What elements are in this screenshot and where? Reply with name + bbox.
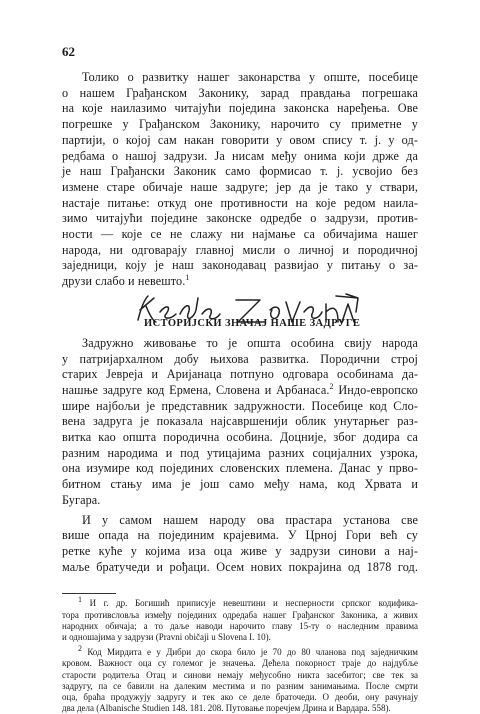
footnote-2-line: задругу, па се бавили на далеким местима и по разним занимањима. После смрти <box>62 680 418 691</box>
paragraph-2-line-with-note <box>62 383 418 399</box>
footnote-reference-1[interactable]: 1 <box>185 273 190 283</box>
paragraph-3-line: ретке куће у којима иза оца живе у задрузи синови а нај- <box>62 543 418 558</box>
paragraph-3-line: маље братучеди и рођаци. Осем нових покрајина од 1878 год. <box>62 559 418 574</box>
paragraph-2-line: витка као општа породична особина. Доцније, због додира са <box>62 430 418 445</box>
paragraph-1 <box>62 70 418 290</box>
paragraph-2 <box>62 336 418 509</box>
paragraph-1-line: је наш Грађански Законик само формисао т. ј. усвојио без <box>62 164 418 179</box>
paragraph-1-line: настаје питање: откуд оне противности на које редом наила- <box>62 195 418 210</box>
paragraph-1-line: заједници, коју је наш законодавац развијао у питању о за- <box>62 258 418 273</box>
paragraph-3-line: И у самом нашем народу ова прастара установа све <box>82 512 418 527</box>
footnote-reference-2[interactable]: 2 <box>329 381 334 391</box>
signature-row <box>62 292 418 336</box>
footnote-1-line: народних обичаја; а то даље наводи нарочито главу 15-ту о наследним правима <box>62 620 418 631</box>
page-number: 62 <box>62 44 75 59</box>
paragraph-1-line: измене старе обичаје наше задруге; јер да је тако у ствари, <box>62 179 418 194</box>
paragraph-2-line: старих Јевреја и Аријанаца потпуно одговара особинама да- <box>62 367 418 382</box>
paragraph-1-line: погрешке у Грађанском Законику, нарочито су приметне у <box>62 117 418 132</box>
paragraph-3 <box>62 513 418 576</box>
footnote-2-line: оца, браћа продужују задругу и тек ако се деле браточеди. О деоби, ону рачунају <box>62 692 418 703</box>
paragraph-2-line-tail: Индо-европско <box>333 382 418 397</box>
paragraph-2-line: битном стању има је још само међу нама, код Хрвата и <box>62 477 418 492</box>
paragraph-1-line: друзи слабо и невешто. <box>62 274 186 289</box>
footnote-2-first-line <box>62 644 419 658</box>
paragraph-2-line: нашње задруге код Ермена, Словена и Арбанаса. <box>62 382 330 397</box>
paragraph-1-line: зимо читајући поједине законске одредбе о задрузи, против- <box>62 211 418 226</box>
paragraph-2-line: Бугара. <box>62 492 101 507</box>
footnote-2-line: кровом. Важност оца су големог је значења. Дећела покорност траје до најдубље <box>62 658 418 669</box>
paragraph-2-line: Задружно живовање то је општа особина свију народа <box>82 335 418 350</box>
footnote-2-mark: 2 <box>78 644 82 654</box>
footnote-1 <box>62 595 418 643</box>
paragraph-1-line: о нашем Грађанском Законику, зарад правдања погрешака <box>62 85 418 100</box>
paragraph-1-line: редбама о нашој задрузи. Ја нисам међу онима који држе да <box>62 148 418 163</box>
footnote-divider <box>62 593 116 594</box>
paragraph-1-last-line <box>62 274 418 290</box>
paragraph-1-line: народа, ни одговарају главној мисли о личној и породичној <box>62 242 418 257</box>
footnote-2 <box>62 644 419 714</box>
footnote-1-line: тора противсловља између појединих одредаба нашег Грађанског Законика, а живих <box>62 609 418 620</box>
section-heading: ИСТОРИЈСКИ ЗНАЧАЈ НАШЕ ЗАДРУГЕ <box>144 317 361 329</box>
footnote-1-mark: 1 <box>78 595 82 605</box>
footnote-2-line: два дела (Albanische Studien 148. 181. 208. Путовање поречјем Дрина и Вардара. 558). <box>62 703 391 714</box>
body-text <box>62 70 418 714</box>
footnote-1-first-line <box>62 595 418 609</box>
paragraph-2-line: вена задруга је показала најсавршенији облик унутарњег раз- <box>62 414 418 429</box>
footnote-2-line: старости родитеља Отац и синови немају међусобно никта засебитог; све тек за <box>62 669 418 680</box>
footnote-1-line: И г. др. Богишић приписује невештини и несперности српског кодифика- <box>89 598 418 609</box>
paragraph-2-line: разним народима и под утицајима разних социјалних узрока, <box>62 445 418 460</box>
paragraph-1-line: ности — које се не слажу ни најмање са обичајима нашег <box>62 227 418 242</box>
paragraph-2-line: у патријархалном добу њихова развитка. Породични строј <box>62 351 418 366</box>
paragraph-2-line: она изумире код појединих словенских племена. Данас у прво- <box>62 461 418 476</box>
paragraph-1-line: Толико о развитку нашег законарства у опште, посебице <box>82 70 418 84</box>
paragraph-1-line: на које наилазимо читајући поједина законска наређења. Ове <box>62 101 418 116</box>
paragraph-1-line: партији, о којој сам накан говорити у овом спису т. ј. у од- <box>62 132 418 147</box>
footnote-2-line: Код Мирдита е у Дибри до скора било је 70 до 80 чланова под заједничким <box>87 647 419 658</box>
paragraph-2-line: шире најбољи је представник задружности. Посебице код Сло- <box>62 398 418 413</box>
footnote-1-line: и одношајима у задрузи (Pravni običaji u Slovena I. 10). <box>62 632 271 642</box>
paragraph-3-line: више опада на појединим крајевима. У Црној Гори већ су <box>62 528 418 543</box>
